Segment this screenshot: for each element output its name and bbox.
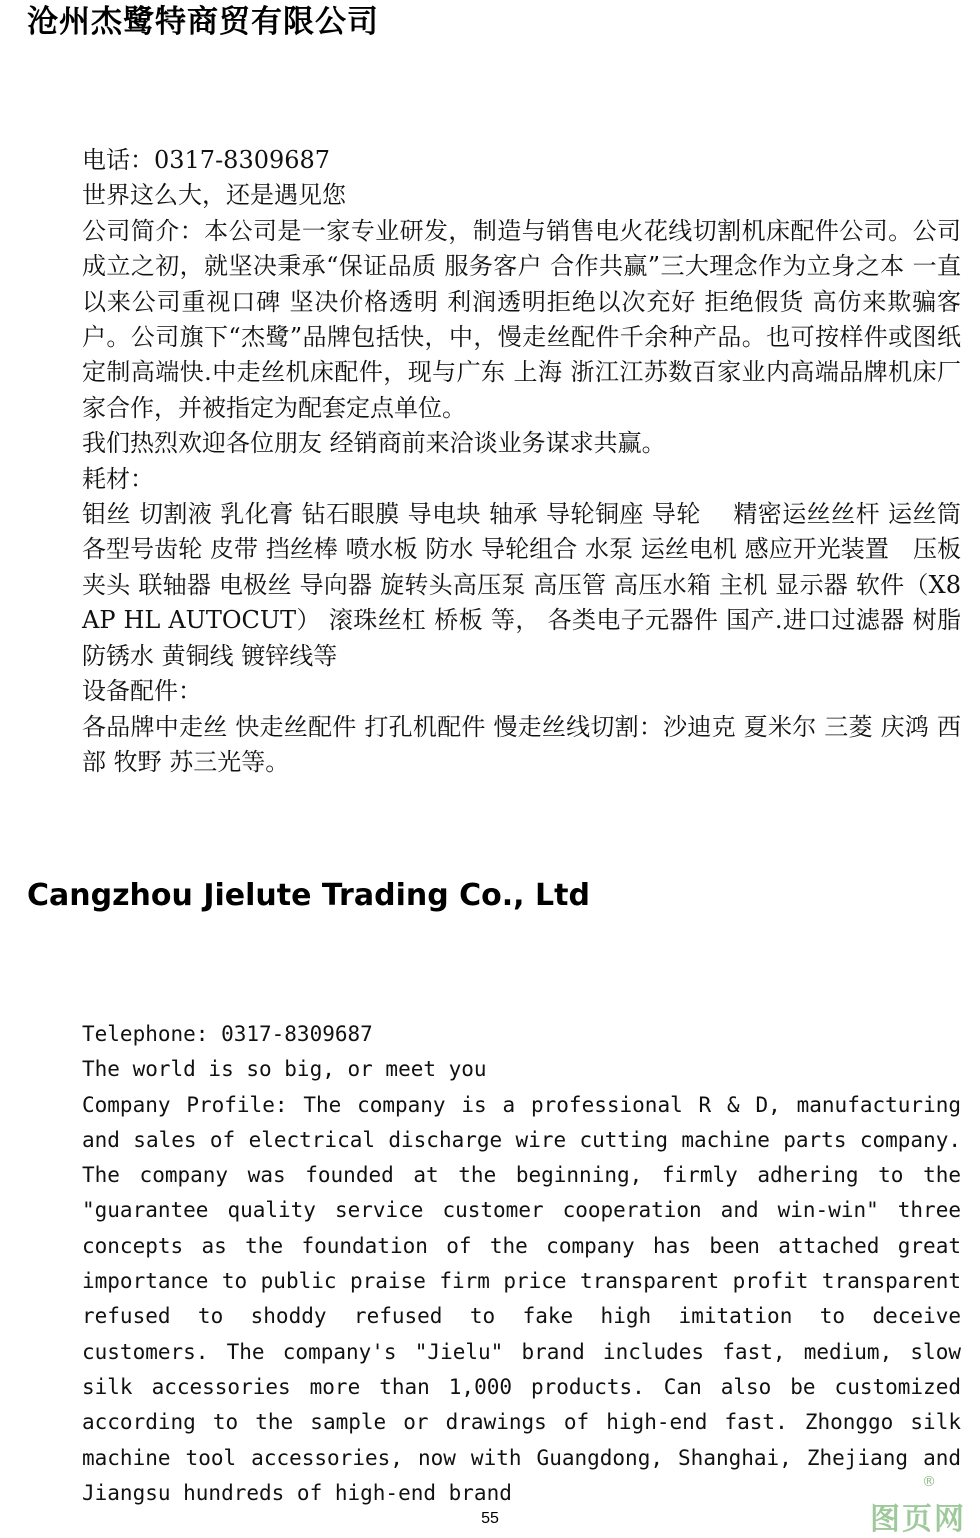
registered-mark: ® xyxy=(922,1474,936,1490)
phone-english: Telephone: 0317-8309687 xyxy=(82,1022,373,1046)
slogan-chinese: 世界这么大，还是遇见您 xyxy=(82,181,346,210)
equipment-label: 设备配件： xyxy=(82,677,202,706)
chinese-section xyxy=(27,143,961,780)
welcome-chinese: 我们热烈欢迎各位朋友 经销商前来洽谈业务谋求共赢。 xyxy=(82,429,666,458)
company-title-chinese: 沧州杰鹭特商贸有限公司 xyxy=(27,4,379,40)
equipment-list: 各品牌中走丝 快走丝配件 打孔机配件 慢走丝线切割：沙迪克 夏米尔 三菱 庆鸿 西部 牧野 苏三光等。 xyxy=(82,712,961,776)
company-title-english: Cangzhou Jielute Trading Co., Ltd xyxy=(27,878,590,913)
consumables-list: 钼丝 切割液 乳化膏 钻石眼膜 导电块 轴承 导轮铜座 导轮 精密运丝丝杆 运丝筒 各型号齿轮 皮带 挡丝棒 喷水板 防水 导轮组合 水泵 运丝电机 感应开光装置 压板 夹头 联轴器 电极丝 导向器 旋转头高压泵 高压管 高压水箱 主机 显示器 软件（X8 AP HL AUTOCUT） 滚珠丝杠 桥板 等， 各类电子元器件 国产.进口过滤器 树脂 防锈水 黄铜线 镀锌线等 xyxy=(82,500,961,670)
profile-english: Company Profile: The company is a professional R & D, manufacturing and sales of electrical discharge wire cutting machine parts company. The company was founded at the beginning, firmly adhering to the "guarantee quality service customer cooperation and win-win" three concepts as the foundation of the company has been attached great importance to public praise firm price transparent profit transparent refused to shoddy refused to fake high imitation to deceive customers. The company's "Jielu" brand includes fast, medium, slow silk accessories more than 1,000 products. Can also be customized according to the sample or drawings of high-end fast. Zhonggo silk machine tool accessories, now with Guangdong, Shanghai, Zhejiang and Jiangsu hundreds of high-end brand xyxy=(82,1092,961,1505)
page-number: 55 xyxy=(481,1510,499,1527)
watermark-logo: 图页网 xyxy=(870,1502,966,1537)
slogan-english: The world is so big, or meet you xyxy=(82,1057,487,1082)
phone-chinese: 电话：0317-8309687 xyxy=(82,146,331,174)
consumables-label: 耗材： xyxy=(82,464,154,493)
profile-chinese: 公司简介：本公司是一家专业研发，制造与销售电火花线切割机床配件公司。公司成立之初，就坚决秉承“保证品质 服务客户 合作共赢”三大理念作为立身之本 一直以来公司重视口碑 坚决价格透明 利润透明拒绝以次充好 拒绝假货 高仿来欺骗客户。公司旗下“杰鹭”品牌包括快，中，慢走丝配件千余种产品。也可按样件或图纸定制高端快.中走丝机床配件，现与广东 上海 浙江江苏数百家业内高端品牌机床厂家合作，并被指定为配套定点单位。 xyxy=(82,216,961,422)
english-section xyxy=(27,1017,961,1511)
